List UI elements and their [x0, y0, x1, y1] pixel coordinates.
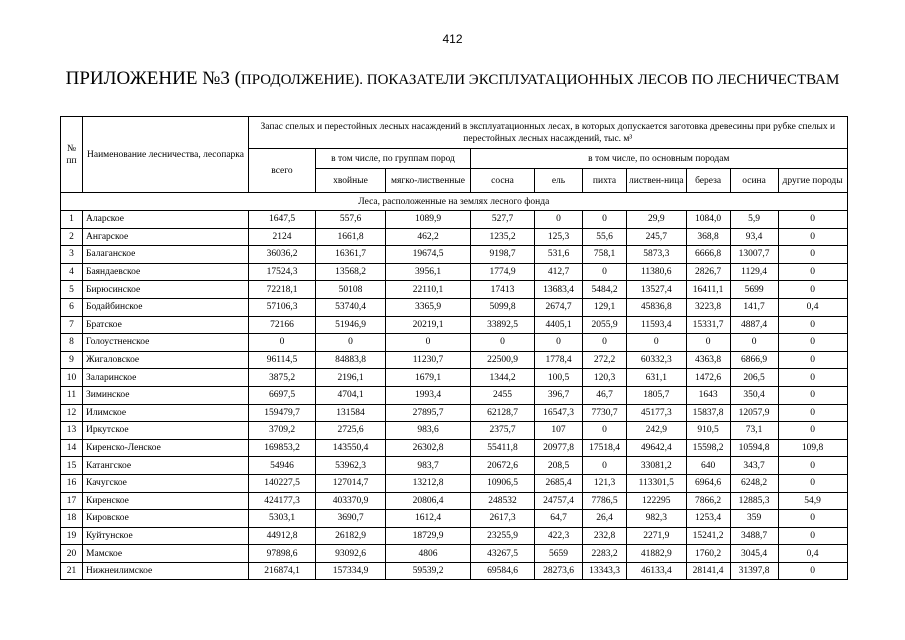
value-cell: 2617,3 — [471, 510, 535, 528]
value-cell: 50108 — [316, 281, 386, 299]
value-cell: 12057,9 — [730, 404, 778, 422]
forestry-name: Заларинское — [83, 369, 249, 387]
value-cell: 6248,2 — [730, 474, 778, 492]
value-cell: 0 — [778, 474, 847, 492]
value-cell: 17518,4 — [583, 439, 627, 457]
value-cell: 0 — [778, 334, 847, 352]
value-cell: 1661,8 — [316, 228, 386, 246]
value-cell: 0 — [249, 334, 316, 352]
value-cell: 26302,8 — [386, 439, 471, 457]
value-cell: 350,4 — [730, 386, 778, 404]
value-cell: 17413 — [471, 281, 535, 299]
value-cell: 55,6 — [583, 228, 627, 246]
value-cell: 93,4 — [730, 228, 778, 246]
table-row — [61, 474, 848, 492]
value-cell: 232,8 — [583, 527, 627, 545]
value-cell: 9198,7 — [471, 246, 535, 264]
header-col: ель — [535, 169, 583, 193]
forestry-name: Жигаловское — [83, 351, 249, 369]
forestry-name: Нижнеилимское — [83, 562, 249, 580]
table-row — [61, 457, 848, 475]
value-cell: 43267,5 — [471, 545, 535, 563]
row-number: 18 — [61, 510, 83, 528]
table-row — [61, 298, 848, 316]
value-cell: 1679,1 — [386, 369, 471, 387]
value-cell: 4363,8 — [686, 351, 730, 369]
value-cell: 1993,4 — [386, 386, 471, 404]
value-cell: 15331,7 — [686, 316, 730, 334]
value-cell: 0 — [778, 351, 847, 369]
value-cell: 10906,5 — [471, 474, 535, 492]
row-number: 5 — [61, 281, 83, 299]
forestry-name: Киренское — [83, 492, 249, 510]
row-number: 16 — [61, 474, 83, 492]
value-cell: 0 — [583, 334, 627, 352]
value-cell: 4405,1 — [535, 316, 583, 334]
value-cell: 69584,6 — [471, 562, 535, 580]
value-cell: 396,7 — [535, 386, 583, 404]
value-cell: 60332,3 — [627, 351, 687, 369]
value-cell: 631,1 — [627, 369, 687, 387]
value-cell: 12885,3 — [730, 492, 778, 510]
value-cell: 57106,3 — [249, 298, 316, 316]
value-cell: 3875,2 — [249, 369, 316, 387]
value-cell: 0 — [778, 562, 847, 580]
value-cell: 758,1 — [583, 246, 627, 264]
header-col: хвойные — [316, 169, 386, 193]
value-cell: 1643 — [686, 386, 730, 404]
value-cell: 2725,6 — [316, 422, 386, 440]
header-by-species: в том числе, по основным породам — [471, 149, 848, 169]
value-cell: 0 — [778, 263, 847, 281]
value-cell: 157334,9 — [316, 562, 386, 580]
value-cell: 0 — [583, 263, 627, 281]
value-cell: 0 — [778, 510, 847, 528]
value-cell: 0 — [778, 422, 847, 440]
value-cell: 10594,8 — [730, 439, 778, 457]
value-cell: 33081,2 — [627, 457, 687, 475]
value-cell: 0 — [778, 246, 847, 264]
value-cell: 5484,2 — [583, 281, 627, 299]
header-col: осина — [730, 169, 778, 193]
value-cell: 1089,9 — [386, 211, 471, 229]
value-cell: 0 — [778, 316, 847, 334]
value-cell: 49642,4 — [627, 439, 687, 457]
value-cell: 13568,2 — [316, 263, 386, 281]
value-cell: 1774,9 — [471, 263, 535, 281]
value-cell: 462,2 — [386, 228, 471, 246]
value-cell: 72218,1 — [249, 281, 316, 299]
value-cell: 22110,1 — [386, 281, 471, 299]
value-cell: 359 — [730, 510, 778, 528]
value-cell: 3488,7 — [730, 527, 778, 545]
value-cell: 5659 — [535, 545, 583, 563]
value-cell: 11593,4 — [627, 316, 687, 334]
value-cell: 1472,6 — [686, 369, 730, 387]
value-cell: 0,4 — [778, 298, 847, 316]
header-col: другие породы — [778, 169, 847, 193]
value-cell: 53740,4 — [316, 298, 386, 316]
value-cell: 3223,8 — [686, 298, 730, 316]
value-cell: 0 — [778, 281, 847, 299]
table-row — [61, 386, 848, 404]
value-cell: 36036,2 — [249, 246, 316, 264]
header-col: сосна — [471, 169, 535, 193]
value-cell: 26182,9 — [316, 527, 386, 545]
value-cell: 62128,7 — [471, 404, 535, 422]
row-number: 10 — [61, 369, 83, 387]
value-cell: 1344,2 — [471, 369, 535, 387]
value-cell: 5099,8 — [471, 298, 535, 316]
table-row — [61, 316, 848, 334]
row-number: 3 — [61, 246, 83, 264]
value-cell: 2196,1 — [316, 369, 386, 387]
value-cell: 4806 — [386, 545, 471, 563]
header-group-main: Запас спелых и перестойных лесных насаждений в эксплуатационных лесах, в которых допускается заготовка древесины при рубке спелых и перестойных лесных насаждений, тыс. м³ — [249, 117, 848, 149]
value-cell: 93092,6 — [316, 545, 386, 563]
value-cell: 19674,5 — [386, 246, 471, 264]
value-cell: 206,5 — [730, 369, 778, 387]
page-number: 412 — [442, 32, 463, 46]
title-main: ПРИЛОЖЕНИЕ №3 ( — [65, 68, 241, 89]
value-cell: 73,1 — [730, 422, 778, 440]
value-cell: 96114,5 — [249, 351, 316, 369]
value-cell: 5,9 — [730, 211, 778, 229]
forestry-name: Зиминское — [83, 386, 249, 404]
value-cell: 16361,7 — [316, 246, 386, 264]
table-row — [61, 263, 848, 281]
value-cell: 983,7 — [386, 457, 471, 475]
forestry-name: Ангарское — [83, 228, 249, 246]
value-cell: 53962,3 — [316, 457, 386, 475]
value-cell: 121,3 — [583, 474, 627, 492]
value-cell: 20806,4 — [386, 492, 471, 510]
value-cell: 0 — [778, 386, 847, 404]
row-number: 1 — [61, 211, 83, 229]
forestry-name: Балаганское — [83, 246, 249, 264]
value-cell: 1778,4 — [535, 351, 583, 369]
forestry-name: Киренско-Ленское — [83, 439, 249, 457]
header-by-groups: в том числе, по группам пород — [316, 149, 471, 169]
table-row — [61, 527, 848, 545]
value-cell: 0 — [627, 334, 687, 352]
value-cell: 15241,2 — [686, 527, 730, 545]
value-cell: 26,4 — [583, 510, 627, 528]
table-row — [61, 492, 848, 510]
value-cell: 45836,8 — [627, 298, 687, 316]
value-cell: 18729,9 — [386, 527, 471, 545]
value-cell: 2685,4 — [535, 474, 583, 492]
value-cell: 159479,7 — [249, 404, 316, 422]
value-cell: 0,4 — [778, 545, 847, 563]
value-cell: 5699 — [730, 281, 778, 299]
forestry-name: Иркутское — [83, 422, 249, 440]
value-cell: 2826,7 — [686, 263, 730, 281]
value-cell: 2271,9 — [627, 527, 687, 545]
forestry-name: Качугское — [83, 474, 249, 492]
value-cell: 45177,3 — [627, 404, 687, 422]
row-number: 6 — [61, 298, 83, 316]
table-row — [61, 334, 848, 352]
value-cell: 3365,9 — [386, 298, 471, 316]
value-cell: 0 — [535, 334, 583, 352]
value-cell: 13343,3 — [583, 562, 627, 580]
value-cell: 6866,9 — [730, 351, 778, 369]
value-cell: 113301,5 — [627, 474, 687, 492]
value-cell: 1235,2 — [471, 228, 535, 246]
value-cell: 20219,1 — [386, 316, 471, 334]
value-cell: 27895,7 — [386, 404, 471, 422]
value-cell: 125,3 — [535, 228, 583, 246]
value-cell: 141,7 — [730, 298, 778, 316]
value-cell: 7730,7 — [583, 404, 627, 422]
row-number: 20 — [61, 545, 83, 563]
value-cell: 2283,2 — [583, 545, 627, 563]
value-cell: 0 — [583, 211, 627, 229]
value-cell: 11380,6 — [627, 263, 687, 281]
table-row — [61, 439, 848, 457]
value-cell: 0 — [583, 422, 627, 440]
row-number: 21 — [61, 562, 83, 580]
table-row — [61, 510, 848, 528]
value-cell: 7866,2 — [686, 492, 730, 510]
value-cell: 15598,2 — [686, 439, 730, 457]
value-cell: 44912,8 — [249, 527, 316, 545]
value-cell: 17524,3 — [249, 263, 316, 281]
value-cell: 97898,6 — [249, 545, 316, 563]
title-sub: ПРОДОЛЖЕНИЕ). ПОКАЗАТЕЛИ ЭКСПЛУАТАЦИОННЫХ ЛЕСОВ ПО ЛЕСНИЧЕСТВАМ — [240, 72, 840, 88]
value-cell: 15837,8 — [686, 404, 730, 422]
value-cell: 0 — [316, 334, 386, 352]
header-col: пихта — [583, 169, 627, 193]
forestry-name: Катангское — [83, 457, 249, 475]
value-cell: 22500,9 — [471, 351, 535, 369]
value-cell: 6964,6 — [686, 474, 730, 492]
value-cell: 2124 — [249, 228, 316, 246]
value-cell: 131584 — [316, 404, 386, 422]
value-cell: 169853,2 — [249, 439, 316, 457]
value-cell: 424177,3 — [249, 492, 316, 510]
value-cell: 245,7 — [627, 228, 687, 246]
value-cell: 2055,9 — [583, 316, 627, 334]
value-cell: 7786,5 — [583, 492, 627, 510]
value-cell: 28273,6 — [535, 562, 583, 580]
value-cell: 46133,4 — [627, 562, 687, 580]
value-cell: 16411,1 — [686, 281, 730, 299]
value-cell: 0 — [535, 211, 583, 229]
value-cell: 527,7 — [471, 211, 535, 229]
value-cell: 982,3 — [627, 510, 687, 528]
value-cell: 143550,4 — [316, 439, 386, 457]
value-cell: 84883,8 — [316, 351, 386, 369]
row-number: 14 — [61, 439, 83, 457]
row-number: 9 — [61, 351, 83, 369]
value-cell: 343,7 — [730, 457, 778, 475]
value-cell: 242,9 — [627, 422, 687, 440]
value-cell: 1805,7 — [627, 386, 687, 404]
forestry-name: Мамское — [83, 545, 249, 563]
value-cell: 0 — [583, 457, 627, 475]
value-cell: 0 — [386, 334, 471, 352]
value-cell: 6666,8 — [686, 246, 730, 264]
value-cell: 122295 — [627, 492, 687, 510]
table-row — [61, 369, 848, 387]
value-cell: 54946 — [249, 457, 316, 475]
value-cell: 4704,1 — [316, 386, 386, 404]
value-cell: 31397,8 — [730, 562, 778, 580]
page-title — [60, 66, 845, 93]
table-row — [61, 211, 848, 229]
value-cell: 107 — [535, 422, 583, 440]
value-cell: 983,6 — [386, 422, 471, 440]
value-cell: 422,3 — [535, 527, 583, 545]
value-cell: 20672,6 — [471, 457, 535, 475]
value-cell: 5303,1 — [249, 510, 316, 528]
value-cell: 1647,5 — [249, 211, 316, 229]
value-cell: 55411,8 — [471, 439, 535, 457]
forestry-name: Кировское — [83, 510, 249, 528]
value-cell: 0 — [730, 334, 778, 352]
value-cell: 46,7 — [583, 386, 627, 404]
value-cell: 33892,5 — [471, 316, 535, 334]
forestry-name: Баяндаевское — [83, 263, 249, 281]
value-cell: 3709,2 — [249, 422, 316, 440]
value-cell: 0 — [471, 334, 535, 352]
table-row — [61, 404, 848, 422]
value-cell: 3956,1 — [386, 263, 471, 281]
value-cell: 20977,8 — [535, 439, 583, 457]
forestry-name: Бодайбинское — [83, 298, 249, 316]
header-name: Наименование лесничества, лесопарка — [83, 117, 249, 193]
value-cell: 13007,7 — [730, 246, 778, 264]
value-cell: 16547,3 — [535, 404, 583, 422]
value-cell: 51946,9 — [316, 316, 386, 334]
value-cell: 3690,7 — [316, 510, 386, 528]
value-cell: 640 — [686, 457, 730, 475]
value-cell: 5873,3 — [627, 246, 687, 264]
table-row — [61, 545, 848, 563]
value-cell: 1084,0 — [686, 211, 730, 229]
value-cell: 403370,9 — [316, 492, 386, 510]
value-cell: 1253,4 — [686, 510, 730, 528]
forestry-name: Голоустненское — [83, 334, 249, 352]
value-cell: 109,8 — [778, 439, 847, 457]
row-number: 7 — [61, 316, 83, 334]
value-cell: 13212,8 — [386, 474, 471, 492]
value-cell: 41882,9 — [627, 545, 687, 563]
value-cell: 531,6 — [535, 246, 583, 264]
value-cell: 140227,5 — [249, 474, 316, 492]
value-cell: 0 — [778, 527, 847, 545]
table-row — [61, 246, 848, 264]
forestry-name: Куйтунское — [83, 527, 249, 545]
value-cell: 24757,4 — [535, 492, 583, 510]
row-number: 4 — [61, 263, 83, 281]
row-number: 11 — [61, 386, 83, 404]
forestry-name: Бирюсинское — [83, 281, 249, 299]
value-cell: 59539,2 — [386, 562, 471, 580]
forestry-name: Аларское — [83, 211, 249, 229]
value-cell: 29,9 — [627, 211, 687, 229]
forest-table — [60, 116, 848, 580]
value-cell: 557,6 — [316, 211, 386, 229]
row-number: 8 — [61, 334, 83, 352]
value-cell: 3045,4 — [730, 545, 778, 563]
value-cell: 72166 — [249, 316, 316, 334]
forestry-name: Братское — [83, 316, 249, 334]
value-cell: 910,5 — [686, 422, 730, 440]
table-row — [61, 562, 848, 580]
value-cell: 4887,4 — [730, 316, 778, 334]
value-cell: 2455 — [471, 386, 535, 404]
value-cell: 129,1 — [583, 298, 627, 316]
table-row — [61, 351, 848, 369]
row-number: 15 — [61, 457, 83, 475]
forestry-name: Илимское — [83, 404, 249, 422]
value-cell: 13683,4 — [535, 281, 583, 299]
value-cell: 272,2 — [583, 351, 627, 369]
row-number: 2 — [61, 228, 83, 246]
value-cell: 0 — [778, 404, 847, 422]
value-cell: 0 — [778, 211, 847, 229]
value-cell: 1760,2 — [686, 545, 730, 563]
value-cell: 54,9 — [778, 492, 847, 510]
table-row — [61, 422, 848, 440]
value-cell: 208,5 — [535, 457, 583, 475]
value-cell: 23255,9 — [471, 527, 535, 545]
table-row — [61, 281, 848, 299]
value-cell: 0 — [686, 334, 730, 352]
value-cell: 412,7 — [535, 263, 583, 281]
value-cell: 216874,1 — [249, 562, 316, 580]
value-cell: 28141,4 — [686, 562, 730, 580]
value-cell: 1129,4 — [730, 263, 778, 281]
value-cell: 0 — [778, 228, 847, 246]
row-number: 13 — [61, 422, 83, 440]
value-cell: 2674,7 — [535, 298, 583, 316]
section-heading: Леса, расположенные на землях лесного фонда — [61, 193, 848, 211]
value-cell: 2375,7 — [471, 422, 535, 440]
header-col: береза — [686, 169, 730, 193]
value-cell: 0 — [778, 457, 847, 475]
header-num: № пп — [61, 117, 83, 193]
value-cell: 11230,7 — [386, 351, 471, 369]
value-cell: 248532 — [471, 492, 535, 510]
value-cell: 64,7 — [535, 510, 583, 528]
header-col: мягко-лиственные — [386, 169, 471, 193]
table-row — [61, 228, 848, 246]
value-cell: 1612,4 — [386, 510, 471, 528]
value-cell: 127014,7 — [316, 474, 386, 492]
row-number: 12 — [61, 404, 83, 422]
value-cell: 13527,4 — [627, 281, 687, 299]
header-total: всего — [249, 149, 316, 193]
table-body — [61, 193, 848, 580]
value-cell: 0 — [778, 369, 847, 387]
value-cell: 100,5 — [535, 369, 583, 387]
value-cell: 6697,5 — [249, 386, 316, 404]
value-cell: 368,8 — [686, 228, 730, 246]
row-number: 17 — [61, 492, 83, 510]
value-cell: 120,3 — [583, 369, 627, 387]
row-number: 19 — [61, 527, 83, 545]
header-col: листвен-ница — [627, 169, 687, 193]
